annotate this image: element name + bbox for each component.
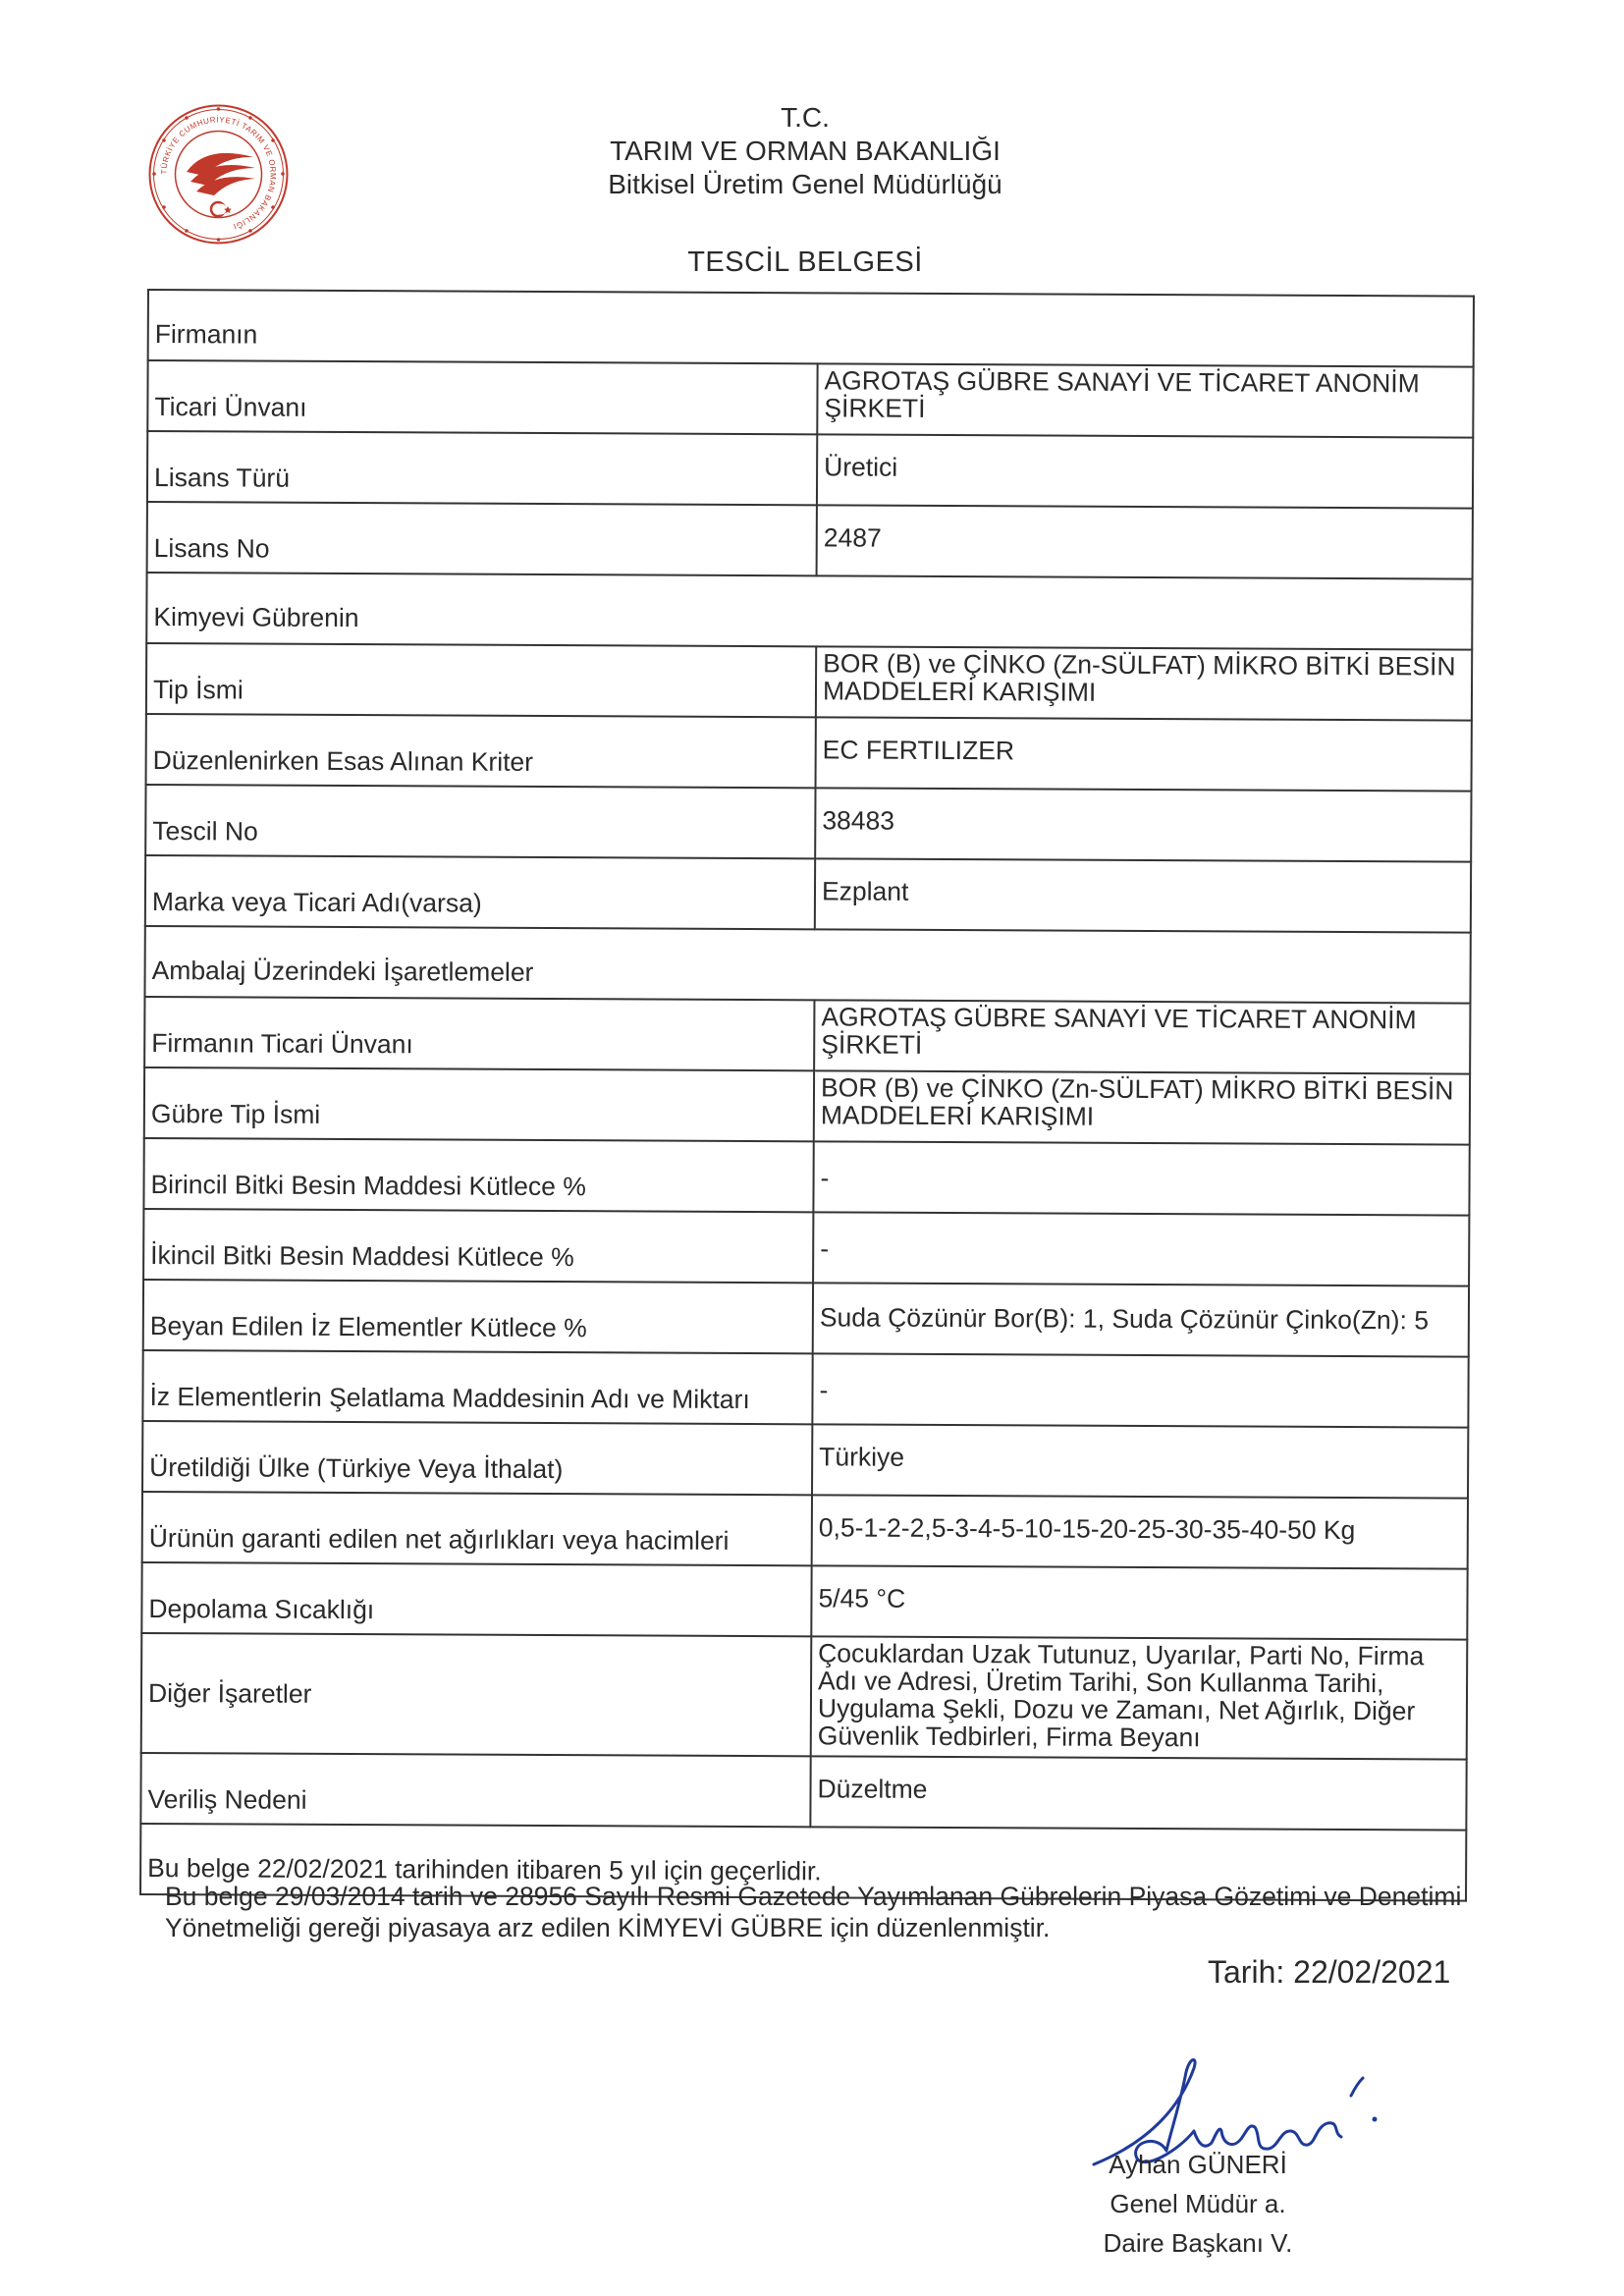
svg-text:TÜRKİYE CUMHURİYETİ TARIM VE O: TÜRKİYE CUMHURİYETİ TARIM VE ORMAN BAKANLIĞI — [159, 115, 278, 232]
signatory-block — [1100, 2145, 1296, 2263]
legal-note: Bu belge 29/03/2014 tarih ve 28956 Sayılı Resmi Gazetede Yayımlanan Gübrelerin Piyasa Gözetimi ve Denetimi Yönetmeliği gereği piyasaya arz edilen KİMYEVİ GÜBRE için düzenlenmiştir. — [165, 1882, 1462, 1942]
row-value: 0,5-1-2-2,5-3-4-5-10-15-20-25-30-35-40-50 Kg — [812, 1495, 1468, 1568]
row-label: Depolama Sıcaklığı — [141, 1562, 811, 1636]
table-row — [145, 785, 1471, 862]
table-row — [141, 1633, 1468, 1760]
table-row — [148, 290, 1474, 367]
table-row — [144, 926, 1470, 1004]
row-label: Beyan Edilen İz Elementler Kütlece % — [143, 1280, 813, 1353]
row-value: Suda Çözünür Bor(B): 1, Suda Çözünür Çinko(Zn): 5 — [813, 1283, 1469, 1356]
signatory-name: Ayhan GÜNERİ — [1109, 2150, 1287, 2179]
table-row — [147, 431, 1473, 509]
row-value: Türkiye — [812, 1424, 1468, 1498]
row-value: 38483 — [815, 788, 1471, 861]
table-row — [142, 1492, 1468, 1569]
table-row — [142, 1350, 1468, 1428]
row-value: EC FERTILIZER — [816, 717, 1472, 791]
validity-note: Bu belge 22/02/2021 tarihinden itibaren 5 yıl için geçerlidir. — [140, 1824, 1466, 1901]
section-header-company: Firmanın — [148, 290, 1474, 367]
row-label: Tescil No — [145, 785, 815, 858]
table-row — [144, 1067, 1470, 1145]
document-title: TESCİL BELGESİ — [687, 246, 923, 278]
issue-date: Tarih: 22/02/2021 — [1208, 1954, 1451, 1990]
row-label: Marka veya Ticari Adı(varsa) — [145, 855, 815, 929]
row-label: Diğer İşaretler — [141, 1633, 812, 1756]
signatory-title: Daire Başkanı V. — [1103, 2228, 1293, 2258]
table-row — [147, 360, 1473, 438]
signatory-title: Genel Müdür a. — [1110, 2189, 1286, 2218]
row-label: İz Elementlerin Şelatlama Maddesinin Adı ve Miktarı — [142, 1350, 812, 1424]
row-label: Lisans No — [147, 502, 817, 575]
row-label: İkincil Bitki Besin Maddesi Kütlece % — [143, 1209, 813, 1283]
registration-table — [139, 289, 1475, 1902]
table-row — [140, 1753, 1466, 1831]
row-value: 5/45 °C — [811, 1565, 1467, 1639]
header-line-ministry: TARIM VE ORMAN BAKANLIĞI — [610, 136, 1001, 166]
table-row — [144, 997, 1470, 1074]
table-row — [145, 855, 1471, 933]
row-value: AGROTAŞ GÜBRE SANAYİ VE TİCARET ANONİM ŞİRKETİ — [814, 1000, 1470, 1073]
institution-header — [511, 101, 1100, 201]
row-value: BOR (B) ve ÇİNKO (Zn-SÜLFAT) MİKRO BİTKİ BESİN MADDELERİ KARIŞIMI — [814, 1070, 1470, 1144]
row-value: - — [812, 1353, 1468, 1427]
row-value: - — [813, 1141, 1469, 1215]
ministry-seal-logo — [147, 103, 290, 246]
row-label: Üretildiği Ülke (Türkiye Veya İthalat) — [142, 1421, 812, 1495]
row-label: Gübre Tip İsmi — [144, 1067, 814, 1141]
table-row — [143, 1280, 1469, 1357]
row-value: Ezplant — [815, 858, 1471, 932]
row-label: Düzenlenirken Esas Alınan Kriter — [146, 714, 816, 788]
row-label: Lisans Türü — [147, 431, 817, 505]
row-label: Tip İsmi — [146, 643, 816, 717]
table-row — [146, 573, 1472, 650]
row-label: Ürünün garanti edilen net ağırlıkları veya hacimleri — [142, 1492, 812, 1565]
row-value: Çocuklardan Uzak Tutunuz, Uyarılar, Parti No, Firma Adı ve Adresi, Üretim Tarihi, Son Kullanma Tarihi, Uygulama Şekli, Dozu ve Zamanı, Net Ağırlık, Diğer Güvenlik Tedbirleri, Firma Beyanı — [811, 1636, 1468, 1759]
row-label: Birincil Bitki Besin Maddesi Kütlece % — [143, 1138, 813, 1212]
row-value: - — [813, 1212, 1469, 1285]
header-line-tc: T.C. — [781, 102, 830, 133]
section-header-fertilizer: Kimyevi Gübrenin — [146, 573, 1472, 650]
table-row — [143, 1138, 1469, 1216]
row-value: 2487 — [817, 505, 1473, 578]
row-label: Firmanın Ticari Ünvanı — [144, 997, 814, 1070]
table-row — [142, 1421, 1468, 1499]
table-row — [143, 1209, 1469, 1286]
table-row — [146, 714, 1472, 792]
row-value: AGROTAŞ GÜBRE SANAYİ VE TİCARET ANONİM ŞİRKETİ — [817, 363, 1473, 437]
row-value: BOR (B) ve ÇİNKO (Zn-SÜLFAT) MİKRO BİTKİ BESİN MADDELERİ KARIŞIMI — [816, 646, 1472, 720]
table-row — [141, 1562, 1467, 1640]
row-value: Üretici — [817, 434, 1473, 508]
table-row — [146, 643, 1472, 721]
row-label: Ticari Ünvanı — [147, 360, 817, 434]
row-label: Veriliş Nedeni — [140, 1753, 810, 1827]
section-header-packaging: Ambalaj Üzerindeki İşaretlemeler — [144, 926, 1470, 1004]
header-line-directorate: Bitkisel Üretim Genel Müdürlüğü — [608, 169, 1002, 199]
row-value: Düzeltme — [810, 1756, 1466, 1830]
table-row — [147, 502, 1473, 579]
